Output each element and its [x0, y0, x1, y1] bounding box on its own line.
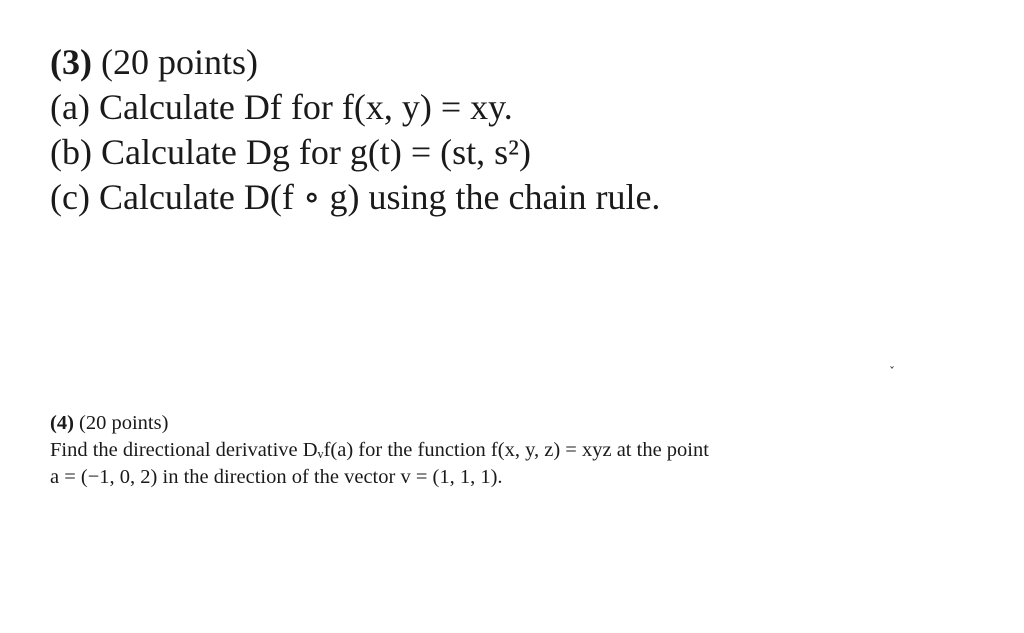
problem-3-number: (3)	[50, 42, 92, 82]
problem-4-header	[50, 410, 709, 437]
problem-4-text-line-2: a = (−1, 0, 2) in the direction of the vector v = (1, 1, 1).	[50, 466, 503, 488]
problem-4-number: (4)	[50, 412, 74, 434]
stray-mark: ˇ	[889, 365, 895, 379]
problem-3-part-a: (a) Calculate Df for f(x, y) = xy.	[50, 87, 513, 127]
problem-4-text-line-1: Find the directional derivative Dᵥf(a) for the function f(x, y, z) = xyz at the point	[50, 439, 709, 461]
problem-3-part-b: (b) Calculate Dg for g(t) = (st, s²)	[50, 132, 531, 172]
problem-4-points: (20 points)	[79, 412, 169, 434]
problem-3	[50, 40, 660, 220]
problem-4	[50, 410, 709, 491]
problem-3-part-c: (c) Calculate D(f ∘ g) using the chain rule.	[50, 177, 661, 217]
problem-3-header	[50, 40, 660, 85]
problem-3-points: (20 points)	[100, 42, 258, 82]
